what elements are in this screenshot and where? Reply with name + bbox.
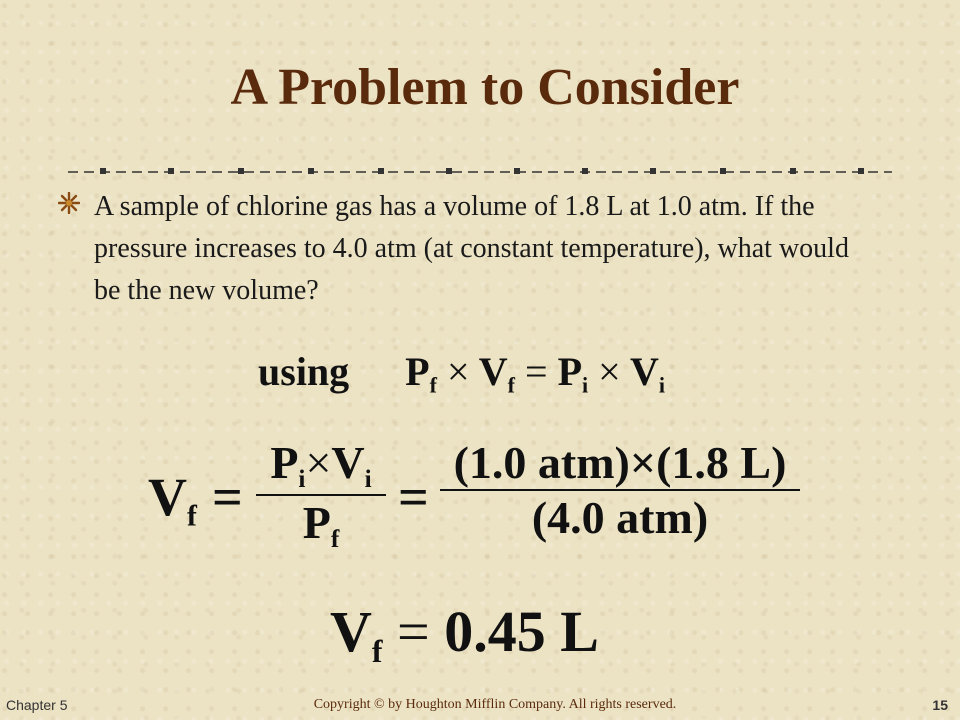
times-symbol: ×	[446, 349, 470, 394]
slide-title: A Problem to Consider	[230, 59, 740, 116]
result-lhs: V	[330, 599, 372, 664]
pressure-initial: P	[557, 349, 582, 394]
volume-final: V	[478, 349, 508, 394]
equals-symbol: =	[398, 467, 429, 527]
using-label: using	[258, 349, 350, 394]
pressure-final: P	[405, 349, 430, 394]
fraction-denominator: $P_f$	[302, 496, 340, 553]
subscript-i: i	[582, 372, 589, 398]
volume-initial: V	[629, 349, 659, 394]
subscript-f: f	[429, 372, 437, 398]
result-equation: $V_f = 0.45$ L	[330, 599, 599, 670]
fraction-denominator: (4.0 atm)	[531, 492, 709, 543]
solve-lhs: $V_f$	[148, 467, 197, 533]
footer-copyright: Copyright © by Houghton Mifflin Company. All rights reserved.	[313, 697, 677, 712]
subscript-i: i	[658, 372, 665, 398]
result-value: 0.45 L	[444, 599, 599, 664]
fraction-numerator: $P_i\times V_i$	[270, 437, 372, 493]
boyles-law-equation	[258, 348, 665, 399]
equals-symbol: =	[397, 599, 430, 664]
subscript-f: f	[507, 372, 515, 398]
fraction-numerator: (1.0 atm)×(1.8 L)	[453, 437, 787, 488]
equals-symbol: =	[525, 349, 548, 394]
footer-page-number: 15	[932, 697, 948, 713]
fraction-symbolic	[256, 436, 386, 554]
star-bullet-icon	[58, 192, 80, 214]
footer-chapter: Chapter 5	[6, 697, 68, 713]
problem-text: A sample of chlorine gas has a volume of 1.8 L at 1.0 atm. If the pressure increases to 4.0 atm (at constant temperature), what would be the new volume?	[94, 191, 849, 306]
decorative-divider	[68, 162, 892, 182]
fraction-numeric	[440, 436, 800, 544]
times-symbol: ×	[598, 349, 621, 394]
equals-symbol: =	[212, 467, 243, 527]
